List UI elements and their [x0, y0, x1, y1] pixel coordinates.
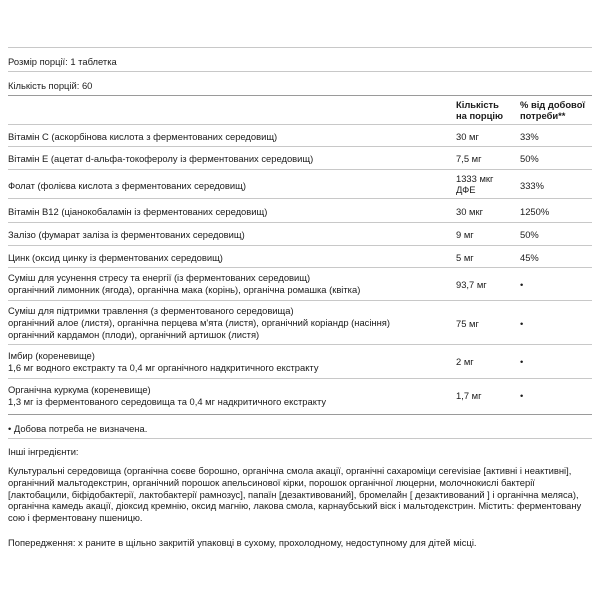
nutrient-name: Залізо (фумарат заліза із ферментованих середовищ) — [8, 229, 245, 240]
ingredient-name: Органічна куркума (кореневище) — [8, 384, 151, 395]
nutrient-name: Цинк (оксид цинку із ферментованих середовищ) — [8, 252, 223, 263]
blend-ingredients: органічний лимонник (ягода), органічна мака (корінь), органічна ромашка (квітка) — [8, 284, 361, 295]
blend-name: Суміш для підтримки травлення (з ферментованого середовища) — [8, 305, 294, 316]
divider — [8, 245, 592, 246]
ingredient-extract: 1,3 мг із ферментованого середовища та 0,4 мг надкритичного екстракту — [8, 396, 327, 407]
nutrient-daily-value: 333% — [520, 180, 544, 191]
daily-value-footnote: • Добова потреба не визначена. — [8, 423, 148, 434]
nutrient-name: Фолат (фолієва кислота з ферментованих середовищ) — [8, 180, 246, 191]
nutrient-amount: 30 мг — [456, 131, 479, 142]
divider — [8, 300, 592, 301]
ingredient-name: Імбир (кореневище) — [8, 350, 95, 361]
daily-value-column-header: % від добової потреби** — [520, 99, 586, 121]
divider — [8, 267, 592, 268]
nutrient-name: Вітамін Е (ацетат d-альфа-токоферолу із ферментованих середовищ) — [8, 153, 314, 164]
daily-value-not-established: • — [520, 318, 524, 329]
divider — [8, 71, 592, 72]
blend-ingredients: органічний кардамон (плоди), органічний артишок (листя) — [8, 329, 260, 340]
divider — [8, 95, 592, 96]
nutrient-daily-value: 1250% — [520, 206, 550, 217]
blend-ingredients: органічний алое (листя), органічна перцева м'ята (листя), органічний коріандр (насіння) — [8, 317, 390, 328]
nutrient-name: Вітамін В12 (ціанокобаламін із ферментованих середовищ) — [8, 206, 268, 217]
divider — [8, 344, 592, 345]
nutrient-daily-value: 45% — [520, 252, 539, 263]
ingredient-extract: 1,6 мг водного екстракту та 0,4 мг органічного надкритичного екстракту — [8, 362, 319, 373]
divider — [8, 198, 592, 199]
nutrient-amount: 1,7 мг — [456, 390, 482, 401]
nutrient-amount: 9 мг — [456, 229, 474, 240]
nutrient-amount: 5 мг — [456, 252, 474, 263]
blend-name: Суміш для усунення стресу та енергії (із ферментованих середовищ) — [8, 272, 311, 283]
divider — [8, 124, 592, 125]
amount-column-header: Кількість на порцію — [456, 99, 503, 121]
nutrient-amount: 2 мг — [456, 356, 474, 367]
divider — [8, 146, 592, 147]
divider — [8, 438, 592, 439]
divider — [8, 222, 592, 223]
daily-value-not-established: • — [520, 390, 524, 401]
divider — [8, 378, 592, 379]
warning-text: Попередження: х раните в щільно закритій упаковці в сухому, прохолодному, недоступному для дітей місці. — [8, 537, 477, 548]
nutrient-amount: 30 мкг — [456, 206, 483, 217]
daily-value-not-established: • — [520, 279, 524, 290]
nutrient-amount: 93,7 мг — [456, 279, 487, 290]
divider — [8, 169, 592, 170]
daily-value-not-established: • — [520, 356, 524, 367]
nutrient-daily-value: 33% — [520, 131, 539, 142]
divider — [8, 47, 592, 48]
other-ingredients-title: Інші інгредієнти: — [8, 446, 79, 457]
nutrient-amount: 1333 мкг ДФЕ — [456, 173, 494, 195]
divider — [8, 414, 592, 415]
servings-per-container: Кількість порцій: 60 — [8, 80, 93, 91]
other-ingredients-text: Культуральні середовища (органічна соєве борошно, органічна смола акації, органічні сахароміци cerevisiae [активні і неактивні], органічний мальтодекстрин, органічний порошок апельсинової кірки, порошок органічної люцерни, молочнокислі бактерії [лактобацили, біфідобактерії, лактобактерії рамнозус], папаїн [дезактивований], бромелайн [ дезактивований ] і органічна меляса), органічна камедь акації, діоксид кремнію, оксид магнію, лакова смола, карнаубський віск і мальтодекстрин. Містить: ферментовану сою і ферментовану пшеницю. — [8, 465, 582, 524]
nutrient-name: Вітамін С (аскорбінова кислота з ферментованих середовищ) — [8, 131, 278, 142]
serving-size: Розмір порції: 1 таблетка — [8, 56, 117, 67]
nutrient-daily-value: 50% — [520, 229, 539, 240]
nutrient-daily-value: 50% — [520, 153, 539, 164]
nutrient-amount: 75 мг — [456, 318, 479, 329]
nutrient-amount: 7,5 мг — [456, 153, 482, 164]
